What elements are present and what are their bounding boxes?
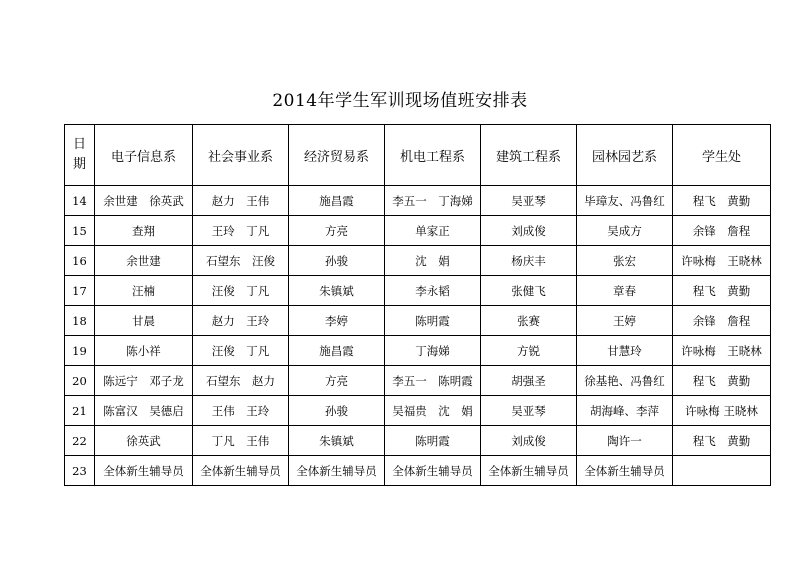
date-cell: 23 — [65, 456, 95, 486]
date-cell: 19 — [65, 336, 95, 366]
date-cell: 22 — [65, 426, 95, 456]
duty-cell: 张宏 — [577, 246, 673, 276]
table-row — [65, 456, 771, 486]
duty-cell: 汪楠 — [95, 276, 193, 306]
duty-cell: 方亮 — [289, 216, 385, 246]
date-cell: 20 — [65, 366, 95, 396]
date-cell: 15 — [65, 216, 95, 246]
duty-cell: 许咏梅 王晓林 — [673, 396, 771, 426]
duty-cell: 丁凡 王伟 — [193, 426, 289, 456]
column-header-electronics: 电子信息系 — [95, 125, 193, 186]
duty-cell: 章春 — [577, 276, 673, 306]
date-column-header — [65, 125, 95, 186]
duty-cell — [673, 456, 771, 486]
duty-cell: 丁海娣 — [385, 336, 481, 366]
duty-cell: 石望东 赵力 — [193, 366, 289, 396]
duty-cell: 甘晨 — [95, 306, 193, 336]
column-header-economics-trade: 经济贸易系 — [289, 125, 385, 186]
table-row — [65, 366, 771, 396]
duty-cell: 施昌霞 — [289, 336, 385, 366]
duty-cell: 方亮 — [289, 366, 385, 396]
column-header-mechatronics: 机电工程系 — [385, 125, 481, 186]
table-body — [65, 186, 771, 486]
date-header-char-2: 期 — [72, 157, 86, 172]
duty-cell: 李永韬 — [385, 276, 481, 306]
duty-cell: 吴成方 — [577, 216, 673, 246]
duty-cell: 全体新生辅导员 — [385, 456, 481, 486]
duty-cell: 刘成俊 — [481, 426, 577, 456]
table-row — [65, 306, 771, 336]
duty-cell: 陈远宁 邓子龙 — [95, 366, 193, 396]
duty-cell: 胡强圣 — [481, 366, 577, 396]
date-cell: 21 — [65, 396, 95, 426]
column-header-architecture: 建筑工程系 — [481, 125, 577, 186]
header-row — [65, 125, 771, 186]
column-header-social-affairs: 社会事业系 — [193, 125, 289, 186]
duty-schedule-table — [64, 124, 771, 486]
duty-cell: 甘慧玲 — [577, 336, 673, 366]
duty-cell: 陈明霞 — [385, 306, 481, 336]
date-cell: 17 — [65, 276, 95, 306]
duty-cell: 全体新生辅导员 — [95, 456, 193, 486]
duty-cell: 赵力 王玲 — [193, 306, 289, 336]
column-header-landscape: 园林园艺系 — [577, 125, 673, 186]
table-row — [65, 396, 771, 426]
duty-cell: 吴亚琴 — [481, 186, 577, 216]
duty-cell: 孙骏 — [289, 396, 385, 426]
duty-cell: 陈富汉 吴德启 — [95, 396, 193, 426]
duty-cell: 全体新生辅导员 — [577, 456, 673, 486]
duty-cell: 陶许一 — [577, 426, 673, 456]
table-row — [65, 336, 771, 366]
duty-cell: 王伟 王玲 — [193, 396, 289, 426]
date-cell: 14 — [65, 186, 95, 216]
duty-cell: 王婷 — [577, 306, 673, 336]
duty-cell: 刘成俊 — [481, 216, 577, 246]
duty-cell: 程飞 黄勤 — [673, 426, 771, 456]
duty-cell: 余锋 詹程 — [673, 306, 771, 336]
duty-cell: 查翔 — [95, 216, 193, 246]
duty-cell: 张健飞 — [481, 276, 577, 306]
date-header-char-1: 日 — [72, 137, 86, 152]
date-cell: 18 — [65, 306, 95, 336]
duty-cell: 徐基艳、冯鲁红 — [577, 366, 673, 396]
page-title: 2014年学生军训现场值班安排表 — [272, 91, 528, 111]
duty-cell: 施昌霞 — [289, 186, 385, 216]
table-row — [65, 246, 771, 276]
duty-cell: 赵力 王伟 — [193, 186, 289, 216]
duty-cell: 石望东 汪俊 — [193, 246, 289, 276]
duty-cell: 汪俊 丁凡 — [193, 336, 289, 366]
duty-cell: 余世建 — [95, 246, 193, 276]
duty-cell: 毕璋友、冯鲁红 — [577, 186, 673, 216]
table-row — [65, 426, 771, 456]
duty-cell: 陈小祥 — [95, 336, 193, 366]
duty-cell: 单家正 — [385, 216, 481, 246]
duty-cell: 李五一 丁海娣 — [385, 186, 481, 216]
duty-cell: 张赛 — [481, 306, 577, 336]
duty-cell: 许咏梅 王晓林 — [673, 246, 771, 276]
duty-cell: 胡海峰、李萍 — [577, 396, 673, 426]
duty-cell: 程飞 黄勤 — [673, 276, 771, 306]
duty-cell: 方锐 — [481, 336, 577, 366]
duty-cell: 李五一 陈明霞 — [385, 366, 481, 396]
table-row — [65, 186, 771, 216]
duty-cell: 朱镇斌 — [289, 276, 385, 306]
duty-cell: 李婷 — [289, 306, 385, 336]
duty-cell: 汪俊 丁凡 — [193, 276, 289, 306]
duty-cell: 王玲 丁凡 — [193, 216, 289, 246]
duty-cell: 孙骏 — [289, 246, 385, 276]
duty-cell: 余世建 徐英武 — [95, 186, 193, 216]
table-row — [65, 276, 771, 306]
duty-cell: 陈明霞 — [385, 426, 481, 456]
duty-cell: 徐英武 — [95, 426, 193, 456]
duty-cell: 全体新生辅导员 — [481, 456, 577, 486]
duty-cell: 杨庆丰 — [481, 246, 577, 276]
duty-cell: 全体新生辅导员 — [289, 456, 385, 486]
duty-cell: 吴福贵 沈 娟 — [385, 396, 481, 426]
column-header-student-office: 学生处 — [673, 125, 771, 186]
duty-cell: 余锋 詹程 — [673, 216, 771, 246]
duty-cell: 朱镇斌 — [289, 426, 385, 456]
table-row — [65, 216, 771, 246]
duty-cell: 程飞 黄勤 — [673, 366, 771, 396]
duty-cell: 吴亚琴 — [481, 396, 577, 426]
duty-cell: 全体新生辅导员 — [193, 456, 289, 486]
duty-cell: 沈 娟 — [385, 246, 481, 276]
duty-cell: 许咏梅 王晓林 — [673, 336, 771, 366]
duty-cell: 程飞 黄勤 — [673, 186, 771, 216]
date-cell: 16 — [65, 246, 95, 276]
